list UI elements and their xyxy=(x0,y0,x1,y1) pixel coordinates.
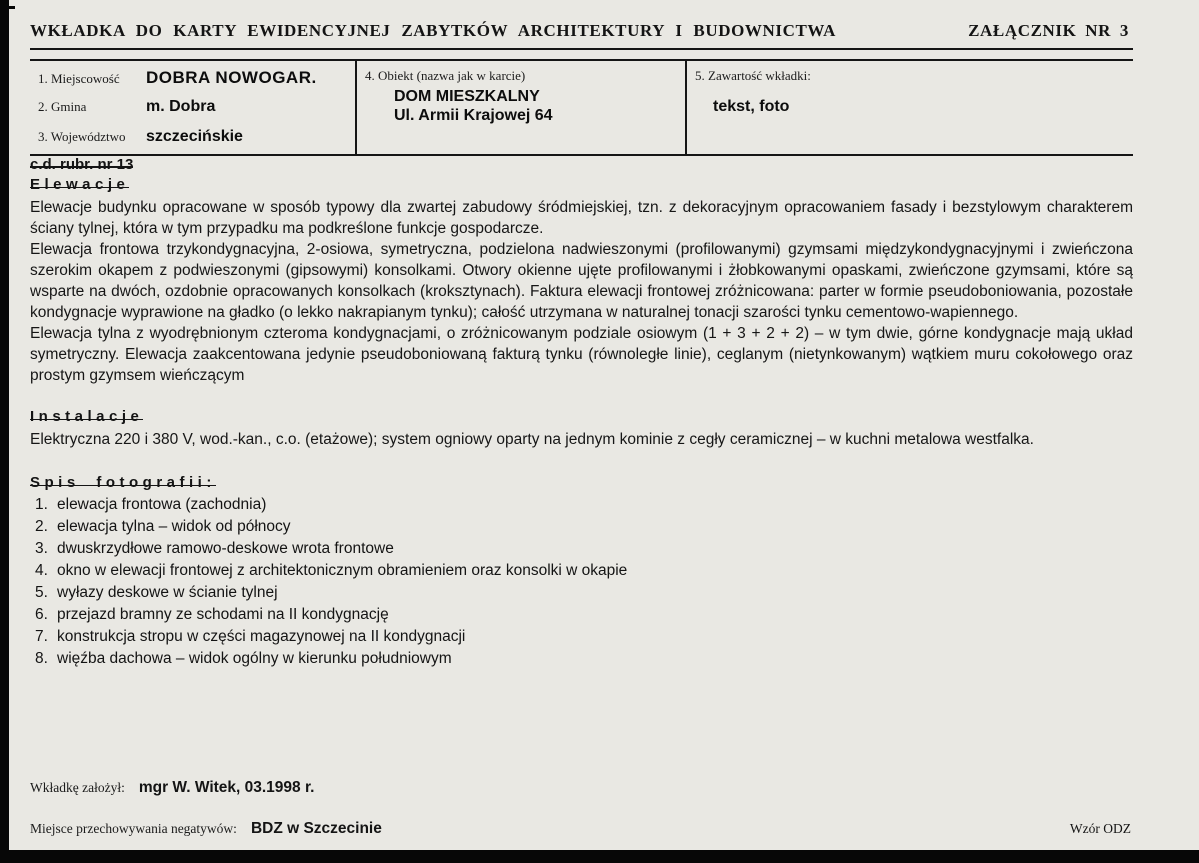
paragraph: Elewacja frontowa trzykondygnacyjna, 2-osiowa, symetryczna, podzielona nadwieszonymi (profilowanymi) gzymsami międzykondygnacyjnymi i zwieńczona szerokim okapem z podwieszonymi (gipsowymi) konsolkami. Otwory okienne ujęte profilowanymi i żłobkowanymi opaskami, zwieńczone gzymsami, które są wsparte na dwóch, ozdobnie opracowanych konsolkach (kroksztynach). Faktura elewacji frontowej zróżnicowana: parter w formie pseudoboniowania, pozostałe kondygnacje wyprawione na gładko (o lekko nakrapianym tynku); całość utrzymana w naturalnej tonacji szarości tynku cementowo-wapiennego. xyxy=(30,241,1133,321)
list-item-number: 7. xyxy=(35,628,48,645)
paragraph: Elewacje budynku opracowane w sposób typowy dla zwartej zabudowy śródmiejskiej, tzn. z dekoracyjnym opracowaniem fasady i bezstylowym charakterem ściany tylnej, która w tym przypadku ma podkreślone funkcje gospodarcze. xyxy=(30,199,1133,237)
document-content xyxy=(30,0,1133,670)
instalacje-text xyxy=(30,429,1133,450)
field-value-obiekt xyxy=(394,87,679,125)
list-item xyxy=(30,582,1133,604)
founder-value: mgr W. Witek, 03.1998 r. xyxy=(138,779,315,796)
list-item-text: konstrukcja stropu w części magazynowej na II kondygnacji xyxy=(57,628,466,645)
list-item-text: przejazd bramny ze schodami na II kondygnację xyxy=(57,606,389,623)
list-item-text: dwuskrzydłowe ramowo-deskowe wrota frontowe xyxy=(57,540,394,557)
header-divider xyxy=(30,48,1133,50)
section-heading-elewacje: Elewacje xyxy=(30,176,130,193)
scan-edge-bottom xyxy=(0,850,1199,863)
negatives-value: BDZ w Szczecinie xyxy=(250,820,382,837)
section-heading-spis-fotografii: Spis fotografii: xyxy=(30,474,216,491)
contents-cell xyxy=(685,61,1133,154)
field-label-zawartosc: 5. Zawartość wkładki: xyxy=(695,68,811,83)
founder-label: Wkładkę założył: xyxy=(30,780,125,795)
form-reference: Wzór ODZ xyxy=(1069,821,1131,836)
list-item-text: elewacja tylna – widok od północy xyxy=(57,518,291,535)
list-item-number: 6. xyxy=(35,606,48,623)
document-title: WKŁADKA DO KARTY EWIDENCYJNEJ ZABYTKÓW ARCHITEKTURY I BUDOWNICTWA xyxy=(30,21,837,40)
continuation-note: c.d. rubr. nr 13 xyxy=(30,156,134,173)
field-value-gmina: m. Dobra xyxy=(146,98,216,115)
field-gmina xyxy=(38,98,349,128)
list-item-number: 2. xyxy=(35,518,48,535)
list-item xyxy=(30,516,1133,538)
footer-founder-row xyxy=(30,779,1133,797)
elewacje-text xyxy=(30,197,1133,386)
paragraph: Elektryczna 220 i 380 V, wod.-kan., c.o. (etażowe); system ogniowy oparty na jednym kominie z cegły ceramicznej – w kuchni metalowa westfalka. xyxy=(30,431,1034,448)
list-item-number: 4. xyxy=(35,562,48,579)
field-label-obiekt: 4. Obiekt (nazwa jak w karcie) xyxy=(365,68,526,83)
field-value-miejscowosc: DOBRA NOWOGAR. xyxy=(146,68,317,87)
list-item xyxy=(30,494,1133,516)
list-item-number: 5. xyxy=(35,584,48,601)
list-item xyxy=(30,626,1133,648)
object-name: DOM MIESZKALNY xyxy=(394,88,540,105)
list-item-text: wyłazy deskowe w ścianie tylnej xyxy=(57,584,278,601)
document-footer xyxy=(30,779,1133,838)
list-item xyxy=(30,538,1133,560)
field-label-wojewodztwo: 3. Województwo xyxy=(38,129,126,144)
field-label-miejscowosc: 1. Miejscowość xyxy=(38,71,120,86)
list-item xyxy=(30,560,1133,582)
field-wojewodztwo xyxy=(38,128,349,158)
annex-number: ZAŁĄCZNIK NR 3 xyxy=(968,21,1129,40)
location-cell xyxy=(30,61,355,154)
field-miejscowosc xyxy=(38,68,349,98)
scan-edge-left xyxy=(0,0,9,863)
field-label-gmina: 2. Gmina xyxy=(38,99,87,114)
list-item-number: 3. xyxy=(35,540,48,557)
info-table xyxy=(30,59,1133,156)
list-item-text: okno w elewacji frontowej z architektonicznym obramieniem oraz konsolki w okapie xyxy=(57,562,628,579)
paragraph: Elewacja tylna z wyodrębnionym czteroma kondygnacjami, o zróżnicowanym podziale osiowym (1 + 3 + 2 + 2) – w tym dwie, górne kondygnacje mają układ symetryczny. Elewacja zaakcentowana jedynie pseudoboniowaną fakturą tynku (równoległe linie), ceglanym (nietynkowanym) wątkiem muru cokołowego oraz prostym gzymsem wieńczącym xyxy=(30,325,1133,384)
list-item-text: elewacja frontowa (zachodnia) xyxy=(57,496,267,513)
list-item-number: 8. xyxy=(35,650,48,667)
document-header xyxy=(30,0,1133,41)
list-item-text: więźba dachowa – widok ogólny w kierunku południowym xyxy=(57,650,452,667)
object-address: Ul. Armii Krajowej 64 xyxy=(394,107,553,124)
object-cell xyxy=(355,61,685,154)
list-item-number: 1. xyxy=(35,496,48,513)
photo-list xyxy=(30,494,1133,670)
negatives-label: Miejsce przechowywania negatywów: xyxy=(30,821,237,836)
field-value-wojewodztwo: szczecińskie xyxy=(146,128,243,145)
field-value-zawartosc: tekst, foto xyxy=(713,98,790,115)
list-item xyxy=(30,648,1133,670)
section-heading-instalacje: Instalacje xyxy=(30,408,144,425)
footer-negatives-row xyxy=(30,820,1133,838)
list-item xyxy=(30,604,1133,626)
